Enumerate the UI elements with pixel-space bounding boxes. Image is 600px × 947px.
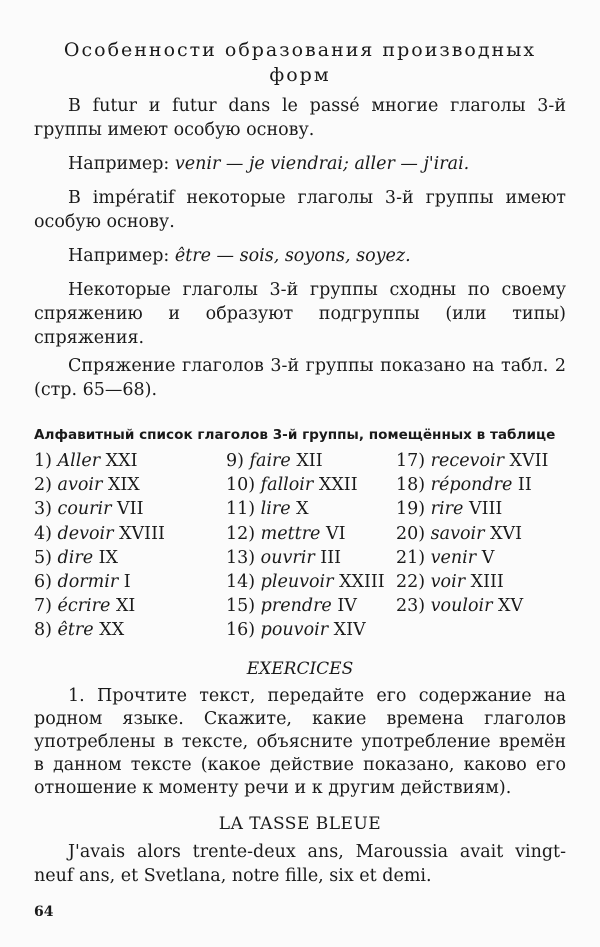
verb-table-number: VI	[326, 523, 346, 544]
page-number: 64	[34, 904, 54, 920]
verb-number: 23)	[396, 596, 431, 617]
verb-name: ouvrir	[260, 547, 315, 568]
verb-name: dire	[57, 547, 94, 568]
verb-table-number: XXI	[105, 451, 138, 471]
verb-table-number: XV	[498, 596, 524, 617]
verb-list-item	[34, 522, 226, 546]
verb-name: écrire	[57, 596, 111, 617]
verb-table-number: I	[123, 572, 131, 593]
verb-number: 6)	[34, 572, 58, 593]
verb-name: lire	[260, 499, 291, 520]
verb-name: recevoir	[430, 451, 504, 471]
verb-name: rire	[430, 499, 464, 520]
verb-number: 2)	[34, 475, 58, 496]
page-content	[34, 38, 566, 888]
verb-table-number: VIII	[468, 499, 503, 520]
story-text: J'avais alors trente-deux ans, Maroussia avait vingt-neuf ans, et Svetlana, notre fille, six et demi.	[34, 841, 566, 886]
verb-table-number: XIX	[107, 475, 140, 496]
verb-list-item	[34, 594, 226, 618]
verb-table-number: XXIII	[339, 572, 385, 593]
verb-number: 21)	[396, 547, 431, 568]
verb-number: 1)	[34, 451, 58, 471]
verb-number: 15)	[226, 596, 261, 617]
paragraph-example-2: Например: être — sois, soyons, soyez.	[68, 246, 411, 266]
verb-number: 17)	[396, 451, 431, 471]
verb-number: 18)	[396, 475, 431, 496]
verb-name: falloir	[260, 475, 314, 496]
verb-list-item	[226, 570, 396, 594]
verb-name: dormir	[57, 572, 119, 593]
verb-list-item	[396, 449, 566, 473]
verb-list-item	[396, 497, 566, 521]
verb-list-item	[396, 570, 566, 594]
verb-list-item	[396, 546, 566, 570]
paragraph-example-1: Например: venir — je viendrai; aller — j'irai.	[68, 154, 470, 174]
verb-column-1	[34, 449, 226, 643]
verb-list-item	[226, 497, 396, 521]
verb-column-2	[226, 449, 396, 643]
verb-list-item	[396, 473, 566, 497]
verb-number: 11)	[226, 499, 261, 520]
verb-number: 12)	[226, 523, 261, 544]
verb-table-number: XXII	[318, 475, 358, 496]
story-title: LA TASSE BLEUE	[218, 813, 382, 834]
verb-list-item	[226, 522, 396, 546]
exercises-heading: EXERCICES	[246, 658, 354, 679]
verb-table-number: XIII	[470, 572, 504, 593]
verb-number: 4)	[34, 523, 58, 544]
page-heading: Особенности образования производных форм	[63, 39, 537, 86]
verb-list-item	[396, 594, 566, 618]
verb-number: 7)	[34, 596, 58, 617]
verb-table-number: IV	[337, 596, 357, 617]
verb-list-item	[34, 473, 226, 497]
verb-list-item	[226, 594, 396, 618]
verb-table-number: IX	[98, 547, 119, 568]
verb-list-item	[396, 522, 566, 546]
verb-name: courir	[57, 499, 112, 520]
verb-name: prendre	[260, 596, 332, 617]
verb-list-item	[34, 449, 226, 473]
verb-number: 14)	[226, 572, 261, 593]
verb-number: 10)	[226, 475, 261, 496]
verb-list	[34, 449, 566, 643]
verb-table-number: II	[517, 475, 532, 496]
verb-table-number: VII	[117, 499, 144, 520]
verb-table-number: XX	[99, 620, 125, 641]
paragraph-subgroups: Некоторые глаголы 3-й группы сходны по своему спряжению и образуют подгруппы (или типы) спряжения.	[34, 280, 566, 348]
verb-name: voir	[430, 572, 466, 593]
verb-table-number: XVI	[490, 523, 523, 544]
verb-column-3	[396, 449, 566, 643]
verb-number: 3)	[34, 499, 58, 520]
paragraph-futur: В futur и futur dans le passé многие глаголы 3-й группы имеют особую основу.	[34, 96, 566, 140]
verb-list-item	[226, 546, 396, 570]
verb-name: mettre	[260, 523, 321, 544]
verb-number: 5)	[34, 547, 58, 568]
verb-list-item	[226, 449, 396, 473]
verb-number: 20)	[396, 523, 431, 544]
verb-name: devoir	[57, 523, 114, 544]
verb-number: 8)	[34, 620, 58, 641]
verb-name: venir	[430, 547, 477, 568]
verb-name: savoir	[430, 523, 485, 544]
verb-list-item	[226, 618, 396, 642]
verb-list-item	[34, 618, 226, 642]
verb-list-title: Алфавитный список глаголов 3-й группы, помещённых в таблице	[34, 427, 556, 443]
verb-list-item	[34, 497, 226, 521]
verb-list-item	[34, 570, 226, 594]
verb-table-number: XII	[296, 451, 323, 471]
verb-name: Aller	[57, 451, 101, 471]
verb-name: pouvoir	[260, 620, 329, 641]
verb-table-number: V	[481, 547, 495, 568]
verb-number: 9)	[226, 451, 250, 471]
verb-table-number: XI	[115, 596, 136, 617]
verb-number: 16)	[226, 620, 261, 641]
verb-number: 22)	[396, 572, 431, 593]
verb-table-number: X	[296, 499, 309, 520]
paragraph-table-ref: Спряжение глаголов 3-й группы показано на табл. 2 (стр. 65—68).	[34, 356, 566, 400]
verb-name: être	[57, 620, 94, 641]
exercise-1-text: 1. Прочтите текст, передайте его содержание на родном языке. Скажите, какие времена глаголов употреблены в тексте, объясните употребление времён в данном тексте (какое действие показано, каково его отношение к моменту речи и к другим действиям).	[34, 685, 566, 798]
paragraph-imperatif: В impératif некоторые глаголы 3-й группы имеют особую основу.	[34, 188, 566, 232]
verb-table-number: XVIII	[119, 523, 165, 544]
verb-number: 19)	[396, 499, 431, 520]
verb-list-item	[226, 473, 396, 497]
verb-number: 13)	[226, 547, 261, 568]
verb-name: répondre	[430, 475, 513, 496]
verb-name: avoir	[57, 475, 103, 496]
verb-name: faire	[249, 451, 291, 471]
verb-list-item	[34, 546, 226, 570]
verb-table-number: XIV	[333, 620, 366, 641]
verb-name: pleuvoir	[260, 572, 334, 593]
verb-table-number: III	[320, 547, 342, 568]
verb-table-number: XVII	[509, 451, 549, 471]
verb-name: vouloir	[430, 596, 493, 617]
